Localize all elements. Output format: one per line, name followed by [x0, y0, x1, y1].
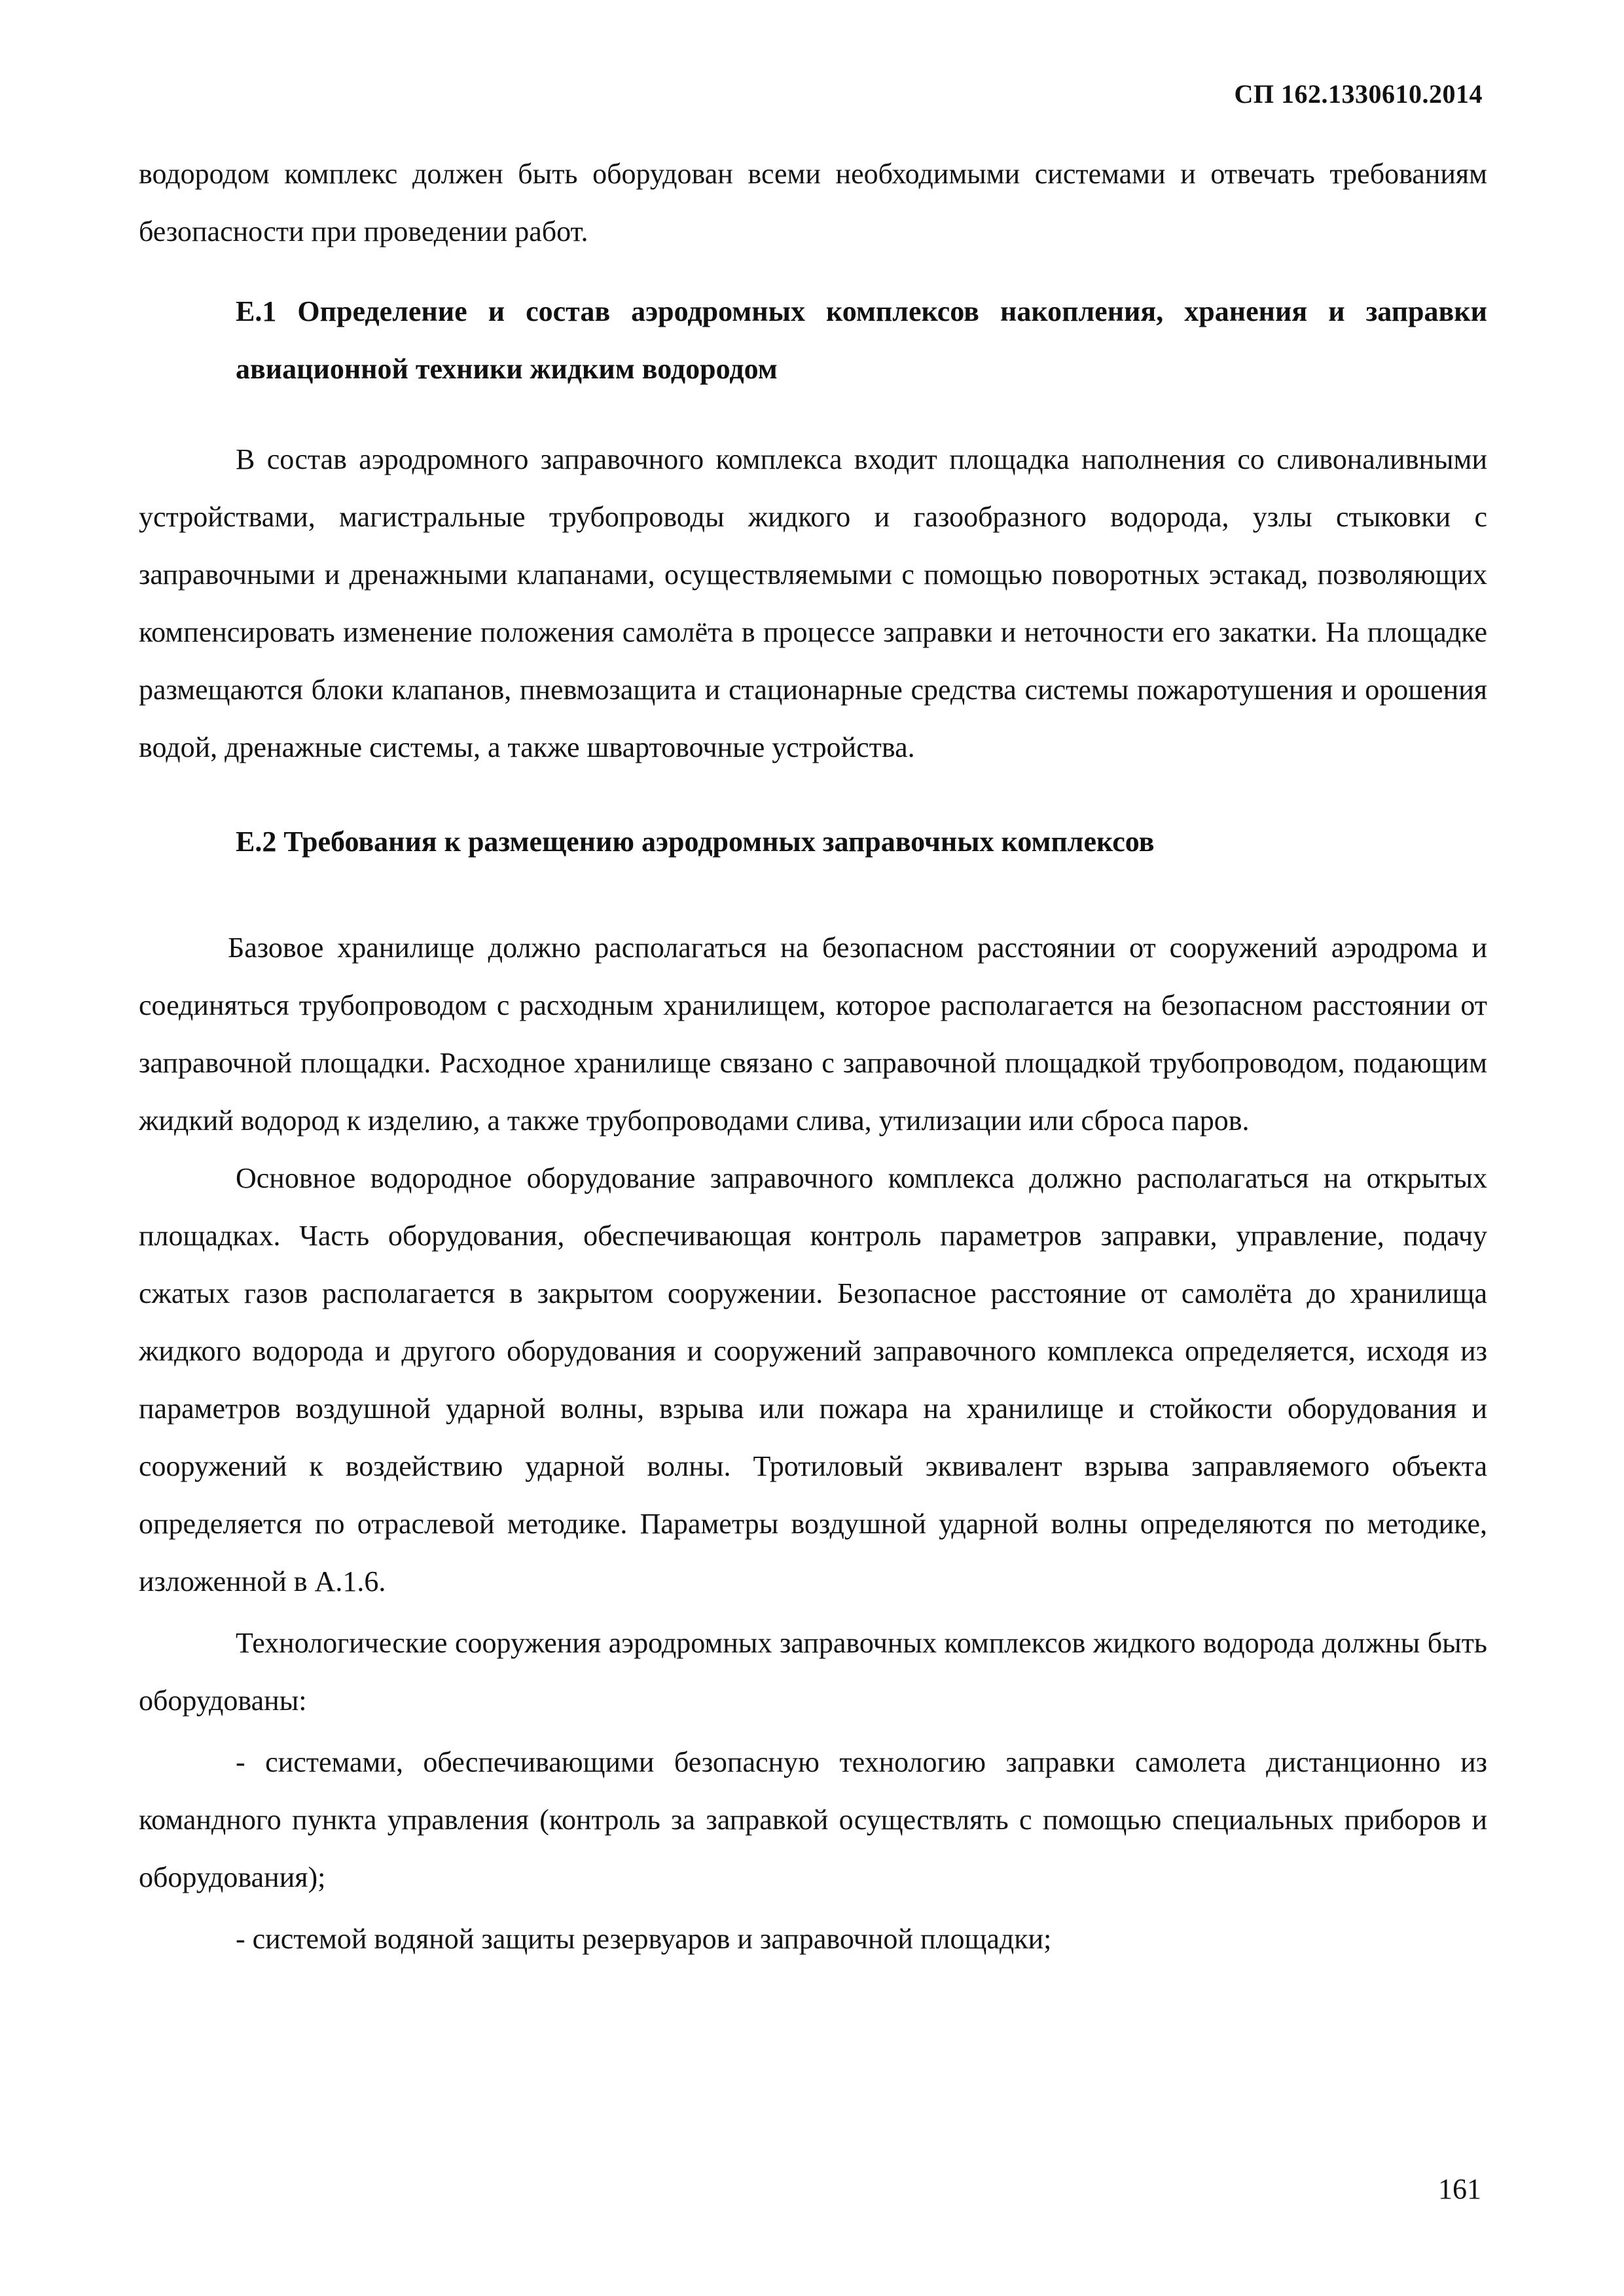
section-e1-heading: Е.1 Определение и состав аэродромных комплексов накопления, хранения и заправки авиационной техники жидким водородом [236, 295, 1487, 385]
section-e2-paragraph-3: Технологические сооружения аэродромных заправочных комплексов жидкого водорода должны быть оборудованы: [139, 1627, 1487, 1717]
continuation-paragraph: водородом комплекс должен быть оборудован всеми необходимыми системами и отвечать требованиям безопасности при проведении работ. [139, 158, 1487, 247]
section-e2-paragraph-1: Базовое хранилище должно располагаться на безопасном расстоянии от сооружений аэродрома и соединяться трубопроводом с расходным хранилищем, которое располагается на безопасном расстоянии от заправочной площадки. Расходное хранилище связано с заправочной площадкой трубопроводом, подающим жидкий водород к изделию, а также трубопроводами слива, утилизации или сброса паров. [139, 932, 1487, 1137]
document-code: СП 162.1330610.2014 [1234, 79, 1483, 109]
list-item: - системами, обеспечивающими безопасную технологию заправки самолета дистанционно из командного пункта управления (контроль за заправкой осуществлять с помощью специальных приборов и оборудования); [139, 1746, 1487, 1893]
section-e2-heading: Е.2 Требования к размещению аэродромных заправочных комплексов [236, 826, 1155, 858]
document-content [139, 145, 1487, 1968]
list-item: - системой водяной защиты резервуаров и заправочной площадки; [236, 1923, 1052, 1955]
section-e1-paragraph: В состав аэродромного заправочного комплекса входит площадка наполнения со сливоналивными устройствами, магистральные трубопроводы жидкого и газообразного водорода, узлы стыковки с заправочными и дренажными клапанами, осуществляемыми с помощью поворотных эстакад, позволяющих компенсировать изменение положения самолёта в процессе заправки и неточности его закатки. На площадке размещаются блоки клапанов, пневмозащита и стационарные средства системы пожаротушения и орошения водой, дренажные системы, а также швартовочные устройства. [139, 443, 1487, 763]
page-number: 161 [1438, 2173, 1481, 2205]
section-e2-paragraph-2: Основное водородное оборудование заправочного комплекса должно располагаться на открытых площадках. Часть оборудования, обеспечивающая контроль параметров заправки, управление, подачу сжатых газов располагается в закрытом сооружении. Безопасное расстояние от самолёта до хранилища жидкого водорода и другого оборудования и сооружений заправочного комплекса определяется, исходя из параметров воздушной ударной волны, взрыва или пожара на хранилище и стойкости оборудования и сооружений к воздействию ударной волны. Тротиловый эквивалент взрыва заправляемого объекта определяется по отраслевой методике. Параметры воздушной ударной волны определяются по методике, изложенной в А.1.6. [139, 1162, 1487, 1597]
